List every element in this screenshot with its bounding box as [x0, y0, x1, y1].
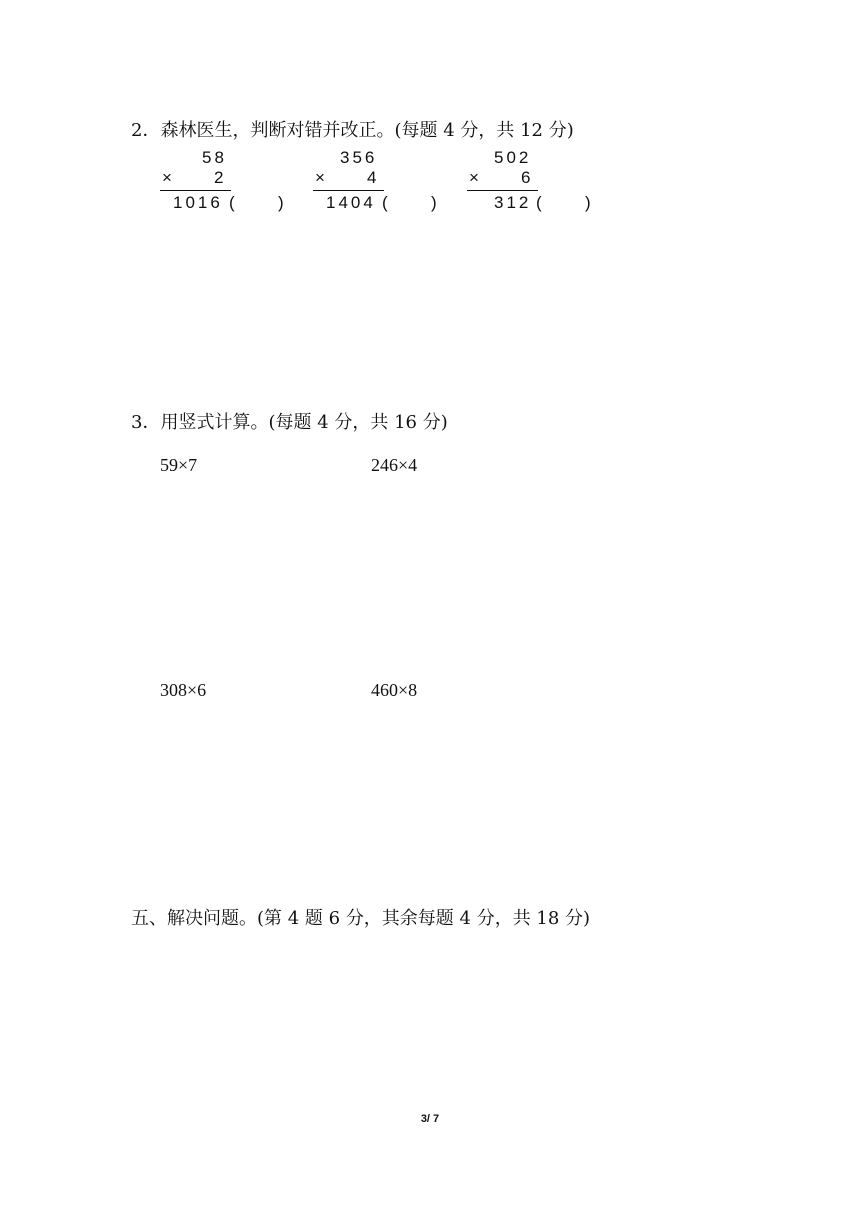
- page-number: 3/ 7: [420, 1113, 440, 1125]
- answer-open-paren[interactable]: (: [382, 193, 388, 212]
- answer-close-paren: ): [585, 193, 591, 212]
- multiplicand: 502: [494, 148, 532, 167]
- question-3-title: 3．用竖式计算。(每题 4 分，共 16 分): [131, 412, 448, 433]
- answer-open-paren[interactable]: (: [536, 193, 542, 212]
- multiplier: 4: [367, 168, 380, 187]
- multiplier: 2: [214, 168, 227, 187]
- underline: [467, 190, 538, 191]
- answer-close-paren: ): [431, 193, 437, 212]
- section-5-title: 五、解决问题。(第 4 题 6 分，其余每题 4 分，共 18 分): [131, 908, 591, 929]
- vertical-multiplication-1: [160, 148, 300, 218]
- multiplicand: 356: [340, 148, 378, 167]
- times-sign: ×: [162, 168, 175, 187]
- underline: [160, 190, 231, 191]
- underline: [313, 190, 384, 191]
- answer-open-paren[interactable]: (: [229, 193, 235, 212]
- times-sign: ×: [469, 168, 482, 187]
- product: 1016: [173, 193, 223, 212]
- vertical-multiplication-2: [313, 148, 453, 218]
- vertical-multiplication-3: [467, 148, 607, 218]
- problem-308x6: 308×6: [160, 680, 207, 700]
- problem-246x4: 246×4: [371, 455, 418, 475]
- product: 1404: [326, 193, 376, 212]
- answer-close-paren: ): [278, 193, 284, 212]
- multiplicand: 58: [202, 148, 227, 167]
- multiplier: 6: [521, 168, 534, 187]
- problem-59x7: 59×7: [160, 455, 198, 475]
- times-sign: ×: [315, 168, 328, 187]
- product: 312: [494, 193, 532, 212]
- problem-460x8: 460×8: [371, 680, 418, 700]
- question-2-title: 2．森林医生，判断对错并改正。(每题 4 分，共 12 分): [131, 120, 574, 141]
